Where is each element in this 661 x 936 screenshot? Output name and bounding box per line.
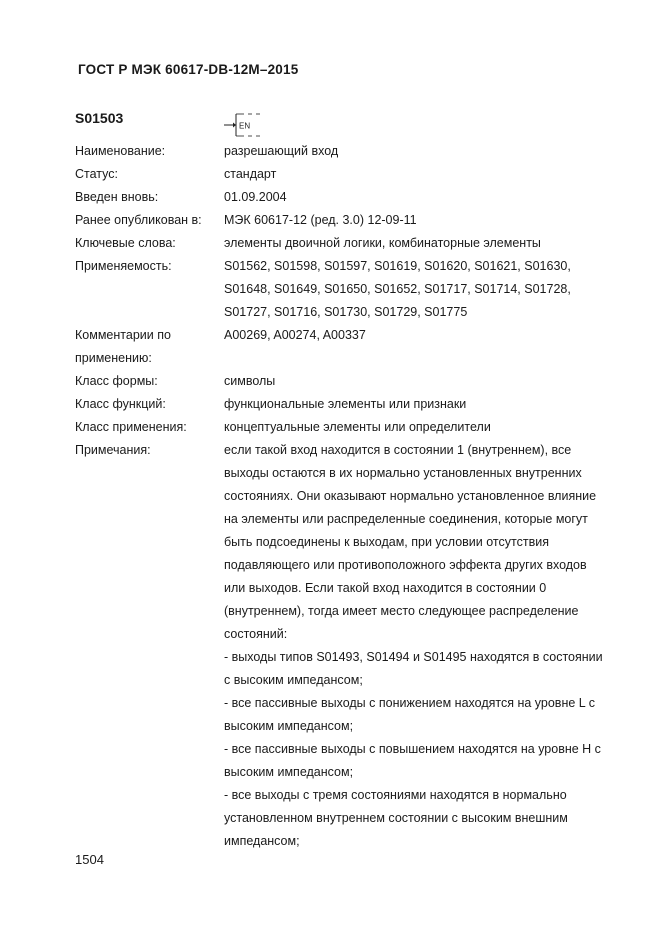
attribute-label bbox=[75, 439, 225, 462]
value-line: - выходы типов S01493, S01494 и S01495 находятся в состоянии bbox=[224, 650, 603, 664]
value-line: элементы двоичной логики, комбинаторные элементы bbox=[224, 236, 541, 250]
attribute-value bbox=[224, 439, 624, 853]
attribute-value bbox=[224, 255, 624, 324]
attribute-value bbox=[224, 186, 624, 209]
symbol-label: EN bbox=[239, 121, 251, 131]
value-line: быть подсоединены к выходам, при условии отсутствия bbox=[224, 535, 549, 549]
value-line: символы bbox=[224, 374, 276, 388]
document-header: ГОСТ Р МЭК 60617-DB-12M–2015 bbox=[78, 62, 299, 77]
value-line: с высоким импедансом; bbox=[224, 673, 363, 687]
label-line: Наименование: bbox=[75, 144, 166, 158]
value-line: высоким импедансом; bbox=[224, 719, 354, 733]
attribute-label bbox=[75, 186, 225, 209]
attribute-value bbox=[224, 393, 624, 416]
label-line: Ранее опубликован в: bbox=[75, 213, 202, 227]
attribute-label bbox=[75, 416, 225, 439]
value-line: или выходов. Если такой вход находится в состоянии 0 bbox=[224, 581, 547, 595]
label-line: Класс функций: bbox=[75, 397, 166, 411]
attribute-value bbox=[224, 324, 624, 347]
attribute-label bbox=[75, 370, 225, 393]
attribute-value bbox=[224, 416, 624, 439]
attribute-label bbox=[75, 324, 225, 370]
label-line: применению: bbox=[75, 351, 152, 365]
attribute-label bbox=[75, 255, 225, 278]
value-line: импедансом; bbox=[224, 834, 300, 848]
attribute-label bbox=[75, 393, 225, 416]
label-line: Комментарии по bbox=[75, 328, 171, 342]
enable-input-symbol-icon bbox=[224, 112, 268, 138]
value-line: МЭК 60617-12 (ред. 3.0) 12-09-11 bbox=[224, 213, 417, 227]
attribute-label bbox=[75, 140, 225, 163]
attribute-value bbox=[224, 163, 624, 186]
value-line: S01727, S01716, S01730, S01729, S01775 bbox=[224, 305, 468, 319]
value-line: установленном внутреннем состоянии с высоким внешним bbox=[224, 811, 568, 825]
value-line: подавляющего или противоположного эффекта других входов bbox=[224, 558, 587, 572]
label-line: Класс применения: bbox=[75, 420, 187, 434]
value-line: - все выходы с тремя состояниями находятся в нормально bbox=[224, 788, 567, 802]
value-line: - все пассивные выходы с повышением находятся на уровне H с bbox=[224, 742, 601, 756]
value-line: S01562, S01598, S01597, S01619, S01620, S01621, S01630, bbox=[224, 259, 571, 273]
value-line: состояниях. Они оказывают нормально установленное влияние bbox=[224, 489, 597, 503]
attribute-label bbox=[75, 232, 225, 255]
attribute-value bbox=[224, 140, 624, 163]
label-line: Класс формы: bbox=[75, 374, 158, 388]
value-line: концептуальные элементы или определители bbox=[224, 420, 491, 434]
label-line: Статус: bbox=[75, 167, 118, 181]
attribute-value bbox=[224, 370, 624, 393]
label-line: Примечания: bbox=[75, 443, 151, 457]
page-number: 1504 bbox=[75, 852, 104, 867]
value-line: выходы остаются в их нормально установленных внутренних bbox=[224, 466, 582, 480]
attribute-value bbox=[224, 232, 624, 255]
value-line: 01.09.2004 bbox=[224, 190, 287, 204]
value-line: разрешающий вход bbox=[224, 144, 339, 158]
value-line: высоким импедансом; bbox=[224, 765, 354, 779]
value-line: на элементы или распределенные соединения, которые могут bbox=[224, 512, 588, 526]
label-line: Введен вновь: bbox=[75, 190, 159, 204]
value-line: функциональные элементы или признаки bbox=[224, 397, 467, 411]
attribute-label bbox=[75, 163, 225, 186]
label-line: Применяемость: bbox=[75, 259, 172, 273]
value-line: A00269, A00274, A00337 bbox=[224, 328, 366, 342]
attribute-value bbox=[224, 209, 624, 232]
value-line: если такой вход находится в состоянии 1 (внутреннем), все bbox=[224, 443, 572, 457]
value-line: состояний: bbox=[224, 627, 288, 641]
value-line: (внутреннем), тогда имеет место следующее распределение bbox=[224, 604, 579, 618]
value-line: - все пассивные выходы с понижением находятся на уровне L с bbox=[224, 696, 595, 710]
attribute-label bbox=[75, 209, 225, 232]
symbol-code: S01503 bbox=[75, 110, 124, 126]
value-line: S01648, S01649, S01650, S01652, S01717, S01714, S01728, bbox=[224, 282, 571, 296]
label-line: Ключевые слова: bbox=[75, 236, 176, 250]
value-line: стандарт bbox=[224, 167, 277, 181]
